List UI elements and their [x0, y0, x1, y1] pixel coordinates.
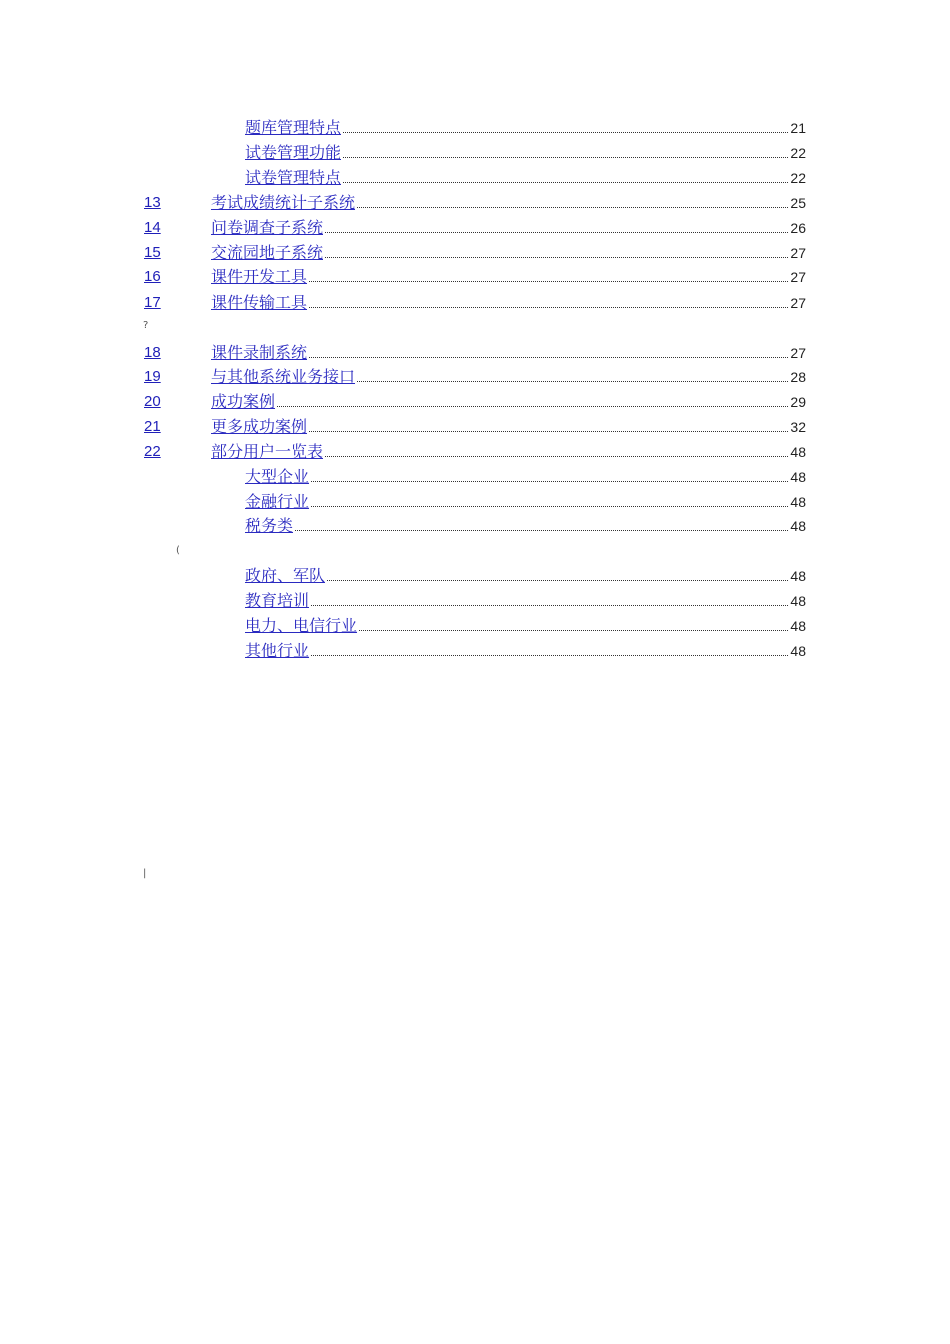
toc-page-number: 48	[790, 643, 806, 659]
toc-entry-link[interactable]	[245, 466, 806, 488]
toc-entry-title: 试卷管理功能	[245, 143, 342, 162]
dot-leader	[309, 306, 788, 308]
toc-entry-number[interactable]: 20	[144, 393, 161, 410]
stray-mark: (	[176, 545, 180, 556]
toc-entry-title: 金融行业	[245, 492, 310, 511]
toc-page-number: 27	[790, 269, 806, 285]
toc-row	[0, 515, 806, 537]
dot-leader	[277, 405, 788, 407]
toc-page-number: 27	[790, 295, 806, 311]
toc-page-number: 28	[790, 369, 806, 385]
toc-page-number: 21	[790, 120, 806, 136]
toc-row	[0, 366, 806, 388]
toc-page-number: 25	[790, 195, 806, 211]
toc-entry-link[interactable]	[245, 615, 806, 637]
toc-row	[0, 491, 806, 513]
toc-entry-number[interactable]: 18	[144, 344, 161, 361]
toc-entry-link[interactable]	[245, 142, 806, 164]
dot-leader	[343, 156, 788, 158]
toc-entry-number[interactable]: 15	[144, 244, 161, 261]
toc-page-number: 48	[790, 568, 806, 584]
dot-leader	[309, 280, 788, 282]
toc-page-number: 26	[790, 220, 806, 236]
toc-entry-link[interactable]	[211, 391, 806, 413]
dot-leader	[343, 181, 788, 183]
toc-entry-title: 课件开发工具	[211, 267, 308, 286]
toc-entry-title: 更多成功案例	[211, 417, 308, 436]
toc-row	[0, 217, 806, 239]
toc-page-number: 48	[790, 494, 806, 510]
toc-entry-title: 教育培训	[245, 591, 310, 610]
toc-entry-link[interactable]	[211, 416, 806, 438]
toc-entry-number[interactable]: 13	[144, 194, 161, 211]
dot-leader	[311, 480, 788, 482]
toc-page-number: 22	[790, 145, 806, 161]
toc-entry-title: 电力、电信行业	[245, 616, 358, 635]
toc-page-number: 32	[790, 419, 806, 435]
toc-entry-link[interactable]	[211, 242, 806, 264]
dot-leader	[309, 356, 788, 358]
dot-leader	[295, 529, 788, 531]
toc-entry-link[interactable]	[245, 515, 806, 537]
toc-row	[0, 416, 806, 438]
toc-entry-number[interactable]: 22	[144, 443, 161, 460]
toc-entry-link[interactable]	[211, 217, 806, 239]
toc-entry-link[interactable]	[211, 441, 806, 463]
toc-page-number: 27	[790, 345, 806, 361]
toc-row	[0, 441, 806, 463]
dot-leader	[357, 380, 788, 382]
toc-row	[0, 391, 806, 413]
toc-row	[0, 640, 806, 662]
toc-entry-title: 大型企业	[245, 467, 310, 486]
toc-page-number: 48	[790, 444, 806, 460]
dot-leader	[311, 604, 788, 606]
toc-row	[0, 615, 806, 637]
toc-page-number: 48	[790, 618, 806, 634]
toc-entry-number[interactable]: 16	[144, 268, 161, 285]
toc-row	[0, 242, 806, 264]
toc-page-number: 48	[790, 518, 806, 534]
stray-mark: ?	[143, 320, 149, 331]
toc-entry-link[interactable]	[245, 590, 806, 612]
toc-row	[0, 590, 806, 612]
toc-entry-title: 考试成绩统计子系统	[211, 193, 356, 212]
toc-entry-title: 课件录制系统	[211, 343, 308, 362]
dot-leader	[309, 430, 788, 432]
toc-entry-link[interactable]	[245, 640, 806, 662]
toc-row	[0, 142, 806, 164]
dot-leader	[325, 455, 788, 457]
toc-entry-title: 交流园地子系统	[211, 243, 324, 262]
dot-leader	[311, 505, 788, 507]
toc-entry-title: 问卷调查子系统	[211, 218, 324, 237]
toc-entry-title: 部分用户一览表	[211, 442, 324, 461]
dot-leader	[357, 206, 788, 208]
dot-leader	[325, 256, 788, 258]
dot-leader	[359, 629, 788, 631]
toc-row	[0, 266, 806, 288]
toc-row	[0, 565, 806, 587]
toc-row	[0, 466, 806, 488]
toc-row	[0, 342, 806, 364]
toc-entry-number[interactable]: 21	[144, 418, 161, 435]
toc-row	[0, 117, 806, 139]
toc-row	[0, 192, 806, 214]
toc-entry-title: 税务类	[245, 516, 294, 535]
toc-entry-link[interactable]	[211, 342, 806, 364]
toc-entry-title: 课件传输工具	[211, 293, 308, 312]
toc-entry-link[interactable]	[245, 491, 806, 513]
toc-entry-link[interactable]	[245, 167, 806, 189]
toc-page-number: 48	[790, 593, 806, 609]
toc-entry-number[interactable]: 17	[144, 294, 161, 311]
toc-entry-number[interactable]: 14	[144, 219, 161, 236]
toc-row	[0, 167, 806, 189]
toc-entry-title: 其他行业	[245, 641, 310, 660]
toc-page-number: 48	[790, 469, 806, 485]
stray-mark: |	[143, 868, 147, 879]
toc-page-number: 22	[790, 170, 806, 186]
toc-entry-title: 政府、军队	[245, 566, 326, 585]
toc-row	[0, 292, 806, 314]
dot-leader	[325, 231, 788, 233]
toc-entry-title: 成功案例	[211, 392, 276, 411]
dot-leader	[311, 654, 788, 656]
toc-page-number: 27	[790, 245, 806, 261]
toc-entry-title: 与其他系统业务接口	[211, 367, 356, 386]
toc-entry-link[interactable]	[245, 565, 806, 587]
toc-entry-link[interactable]	[211, 366, 806, 388]
dot-leader	[327, 579, 788, 581]
toc-entry-link[interactable]	[211, 192, 806, 214]
toc-entry-number[interactable]: 19	[144, 368, 161, 385]
toc-entry-link[interactable]	[245, 117, 806, 139]
toc-entry-title: 试卷管理特点	[245, 168, 342, 187]
toc-entry-link[interactable]	[211, 266, 806, 288]
toc-entry-title: 题库管理特点	[245, 118, 342, 137]
toc-page-number: 29	[790, 394, 806, 410]
dot-leader	[343, 131, 788, 133]
toc-entry-link[interactable]	[211, 292, 806, 314]
